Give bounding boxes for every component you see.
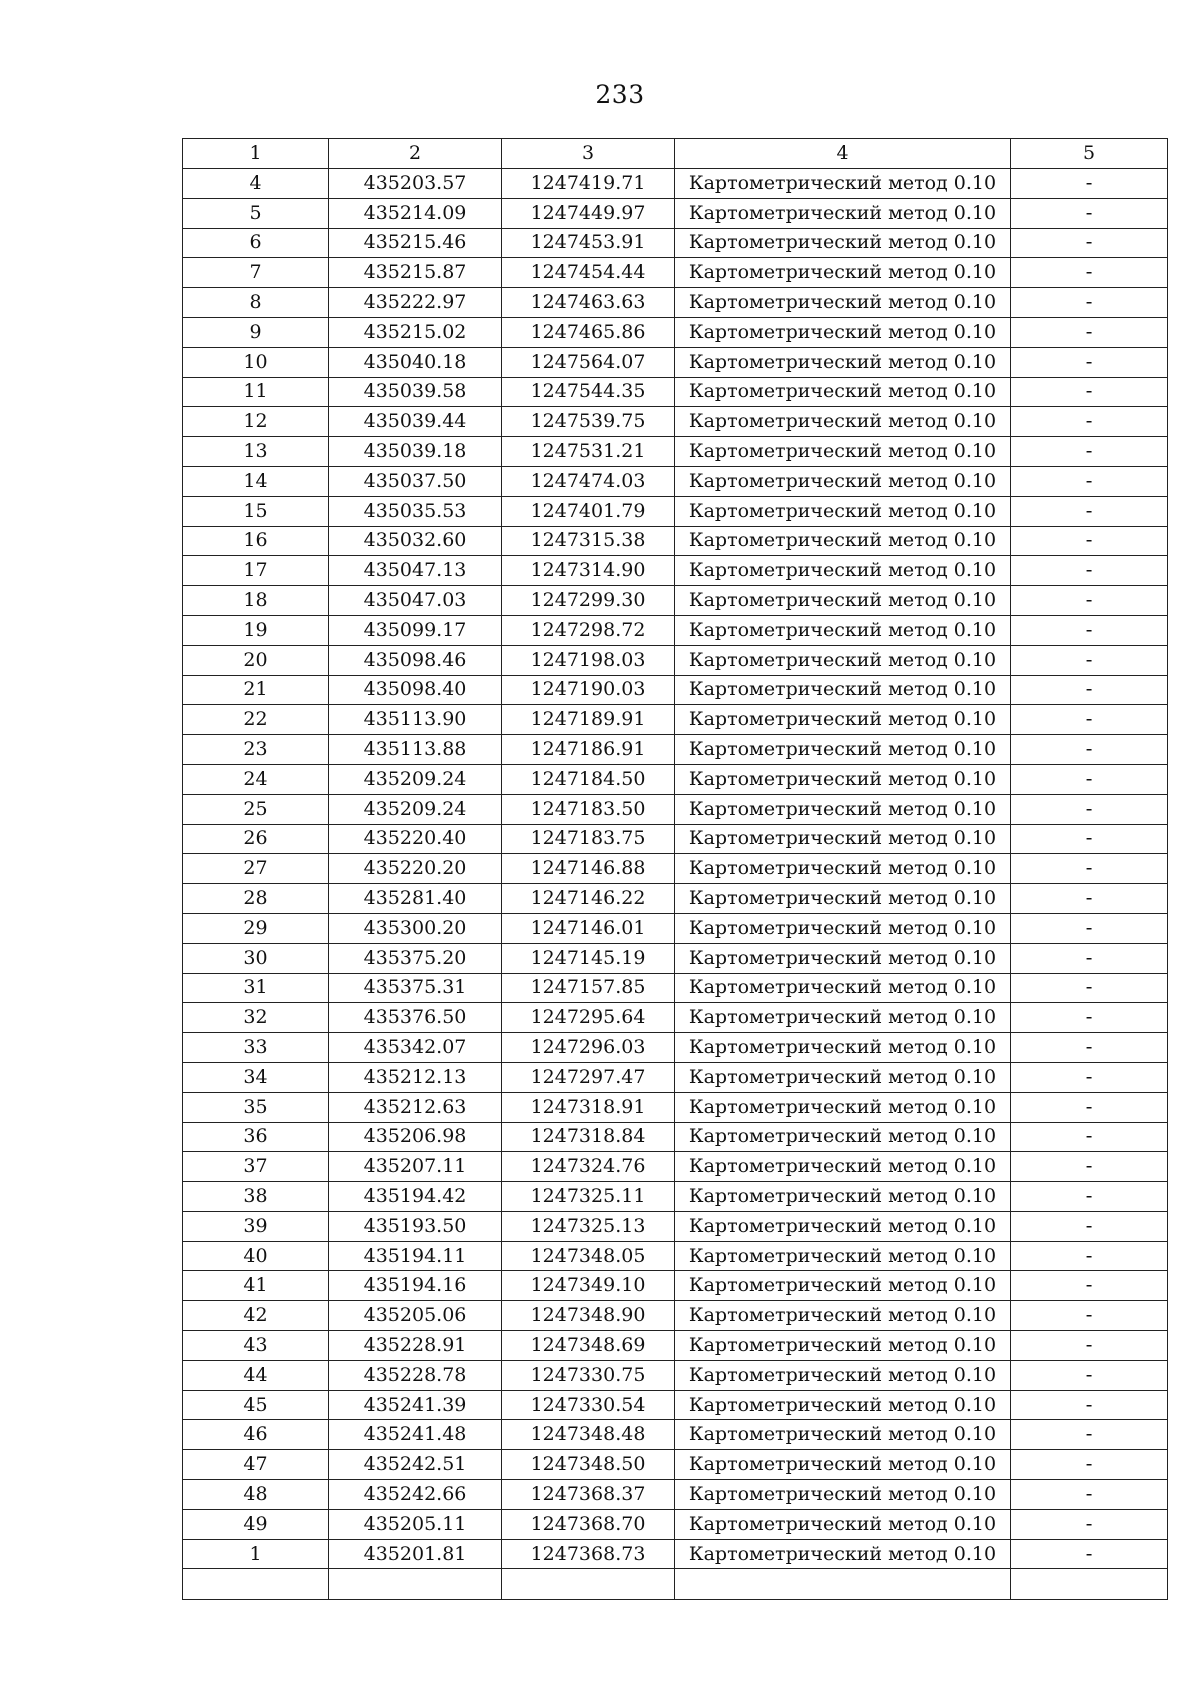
- coordinates-table: [182, 138, 1168, 1600]
- y-coordinate-cell: 1247348.50: [502, 1450, 675, 1480]
- point-number-cell: 22: [183, 705, 329, 735]
- method-cell: Картометрический метод 0.10: [675, 1331, 1011, 1361]
- table-row: [183, 615, 1168, 645]
- table-row: [183, 496, 1168, 526]
- point-number-cell: 13: [183, 437, 329, 467]
- table-row: [183, 1211, 1168, 1241]
- method-cell: Картометрический метод 0.10: [675, 1360, 1011, 1390]
- y-coordinate-cell: 1247314.90: [502, 556, 675, 586]
- x-coordinate-cell: 435241.39: [329, 1390, 502, 1420]
- x-coordinate-cell: 435047.03: [329, 586, 502, 616]
- method-cell: Картометрический метод 0.10: [675, 347, 1011, 377]
- point-number-cell: 31: [183, 973, 329, 1003]
- method-cell: Картометрический метод 0.10: [675, 1092, 1011, 1122]
- method-cell: Картометрический метод 0.10: [675, 258, 1011, 288]
- note-cell: -: [1011, 1420, 1168, 1450]
- method-cell: Картометрический метод 0.10: [675, 645, 1011, 675]
- y-coordinate-cell: 1247146.22: [502, 884, 675, 914]
- method-cell: Картометрический метод 0.10: [675, 288, 1011, 318]
- table-row: [183, 1450, 1168, 1480]
- note-cell: -: [1011, 228, 1168, 258]
- y-coordinate-cell: 1247157.85: [502, 973, 675, 1003]
- point-number-cell: 7: [183, 258, 329, 288]
- point-number-cell: 33: [183, 1033, 329, 1063]
- method-cell: Картометрический метод 0.10: [675, 198, 1011, 228]
- note-cell: -: [1011, 169, 1168, 199]
- y-coordinate-cell: 1247318.91: [502, 1092, 675, 1122]
- note-cell: -: [1011, 466, 1168, 496]
- x-coordinate-cell: 435220.20: [329, 854, 502, 884]
- table-header-row: [183, 139, 1168, 169]
- empty-cell: [675, 1569, 1011, 1600]
- point-number-cell: 4: [183, 169, 329, 199]
- note-cell: -: [1011, 1241, 1168, 1271]
- table-row: [183, 1271, 1168, 1301]
- x-coordinate-cell: 435281.40: [329, 884, 502, 914]
- y-coordinate-cell: 1247348.48: [502, 1420, 675, 1450]
- x-coordinate-cell: 435241.48: [329, 1420, 502, 1450]
- table-row: [183, 1420, 1168, 1450]
- point-number-cell: 18: [183, 586, 329, 616]
- point-number-cell: 44: [183, 1360, 329, 1390]
- table-row: [183, 1480, 1168, 1510]
- header-cell: 5: [1011, 139, 1168, 169]
- table-row: [183, 347, 1168, 377]
- note-cell: -: [1011, 735, 1168, 765]
- method-cell: Картометрический метод 0.10: [675, 1033, 1011, 1063]
- x-coordinate-cell: 435039.58: [329, 377, 502, 407]
- note-cell: -: [1011, 1509, 1168, 1539]
- x-coordinate-cell: 435376.50: [329, 1003, 502, 1033]
- note-cell: -: [1011, 1033, 1168, 1063]
- x-coordinate-cell: 435203.57: [329, 169, 502, 199]
- note-cell: -: [1011, 1450, 1168, 1480]
- table-row: [183, 377, 1168, 407]
- method-cell: Картометрический метод 0.10: [675, 1241, 1011, 1271]
- method-cell: Картометрический метод 0.10: [675, 1509, 1011, 1539]
- method-cell: Картометрический метод 0.10: [675, 824, 1011, 854]
- table-row: [183, 824, 1168, 854]
- point-number-cell: 28: [183, 884, 329, 914]
- method-cell: Картометрический метод 0.10: [675, 377, 1011, 407]
- y-coordinate-cell: 1247368.73: [502, 1539, 675, 1569]
- table-row: [183, 1092, 1168, 1122]
- table-row: [183, 407, 1168, 437]
- empty-table-row: [183, 1569, 1168, 1600]
- point-number-cell: 21: [183, 675, 329, 705]
- point-number-cell: 46: [183, 1420, 329, 1450]
- note-cell: -: [1011, 854, 1168, 884]
- point-number-cell: 1: [183, 1539, 329, 1569]
- note-cell: -: [1011, 675, 1168, 705]
- method-cell: Картометрический метод 0.10: [675, 675, 1011, 705]
- x-coordinate-cell: 435113.90: [329, 705, 502, 735]
- y-coordinate-cell: 1247465.86: [502, 317, 675, 347]
- note-cell: -: [1011, 317, 1168, 347]
- x-coordinate-cell: 435300.20: [329, 913, 502, 943]
- point-number-cell: 38: [183, 1182, 329, 1212]
- y-coordinate-cell: 1247186.91: [502, 735, 675, 765]
- table-row: [183, 586, 1168, 616]
- point-number-cell: 14: [183, 466, 329, 496]
- point-number-cell: 32: [183, 1003, 329, 1033]
- point-number-cell: 19: [183, 615, 329, 645]
- note-cell: -: [1011, 288, 1168, 318]
- method-cell: Картометрический метод 0.10: [675, 1122, 1011, 1152]
- point-number-cell: 16: [183, 526, 329, 556]
- note-cell: -: [1011, 1003, 1168, 1033]
- method-cell: Картометрический метод 0.10: [675, 556, 1011, 586]
- note-cell: -: [1011, 1301, 1168, 1331]
- note-cell: -: [1011, 645, 1168, 675]
- note-cell: -: [1011, 437, 1168, 467]
- y-coordinate-cell: 1247349.10: [502, 1271, 675, 1301]
- x-coordinate-cell: 435215.87: [329, 258, 502, 288]
- y-coordinate-cell: 1247184.50: [502, 764, 675, 794]
- y-coordinate-cell: 1247295.64: [502, 1003, 675, 1033]
- point-number-cell: 35: [183, 1092, 329, 1122]
- x-coordinate-cell: 435039.18: [329, 437, 502, 467]
- method-cell: Картометрический метод 0.10: [675, 735, 1011, 765]
- x-coordinate-cell: 435214.09: [329, 198, 502, 228]
- y-coordinate-cell: 1247325.13: [502, 1211, 675, 1241]
- method-cell: Картометрический метод 0.10: [675, 586, 1011, 616]
- point-number-cell: 10: [183, 347, 329, 377]
- y-coordinate-cell: 1247544.35: [502, 377, 675, 407]
- table-row: [183, 1152, 1168, 1182]
- table-row: [183, 526, 1168, 556]
- note-cell: -: [1011, 347, 1168, 377]
- table-row: [183, 1390, 1168, 1420]
- note-cell: -: [1011, 943, 1168, 973]
- note-cell: -: [1011, 1062, 1168, 1092]
- table-row: [183, 288, 1168, 318]
- note-cell: -: [1011, 258, 1168, 288]
- note-cell: -: [1011, 586, 1168, 616]
- note-cell: -: [1011, 705, 1168, 735]
- x-coordinate-cell: 435242.66: [329, 1480, 502, 1510]
- table-row: [183, 1241, 1168, 1271]
- method-cell: Картометрический метод 0.10: [675, 1539, 1011, 1569]
- note-cell: -: [1011, 1182, 1168, 1212]
- point-number-cell: 37: [183, 1152, 329, 1182]
- point-number-cell: 17: [183, 556, 329, 586]
- y-coordinate-cell: 1247453.91: [502, 228, 675, 258]
- x-coordinate-cell: 435209.24: [329, 794, 502, 824]
- empty-cell: [502, 1569, 675, 1600]
- method-cell: Картометрический метод 0.10: [675, 1480, 1011, 1510]
- table-row: [183, 556, 1168, 586]
- y-coordinate-cell: 1247330.54: [502, 1390, 675, 1420]
- x-coordinate-cell: 435205.06: [329, 1301, 502, 1331]
- method-cell: Картометрический метод 0.10: [675, 1003, 1011, 1033]
- method-cell: Картометрический метод 0.10: [675, 1062, 1011, 1092]
- y-coordinate-cell: 1247531.21: [502, 437, 675, 467]
- y-coordinate-cell: 1247190.03: [502, 675, 675, 705]
- point-number-cell: 9: [183, 317, 329, 347]
- y-coordinate-cell: 1247368.70: [502, 1509, 675, 1539]
- y-coordinate-cell: 1247324.76: [502, 1152, 675, 1182]
- method-cell: Картометрический метод 0.10: [675, 466, 1011, 496]
- note-cell: -: [1011, 764, 1168, 794]
- y-coordinate-cell: 1247401.79: [502, 496, 675, 526]
- table-body: [183, 139, 1168, 1600]
- point-number-cell: 42: [183, 1301, 329, 1331]
- note-cell: -: [1011, 1360, 1168, 1390]
- table-row: [183, 1301, 1168, 1331]
- x-coordinate-cell: 435201.81: [329, 1539, 502, 1569]
- method-cell: Картометрический метод 0.10: [675, 1450, 1011, 1480]
- note-cell: -: [1011, 1539, 1168, 1569]
- y-coordinate-cell: 1247183.50: [502, 794, 675, 824]
- y-coordinate-cell: 1247454.44: [502, 258, 675, 288]
- table-row: [183, 1062, 1168, 1092]
- x-coordinate-cell: 435212.63: [329, 1092, 502, 1122]
- note-cell: -: [1011, 1480, 1168, 1510]
- x-coordinate-cell: 435215.46: [329, 228, 502, 258]
- method-cell: Картометрический метод 0.10: [675, 169, 1011, 199]
- table-row: [183, 705, 1168, 735]
- y-coordinate-cell: 1247348.69: [502, 1331, 675, 1361]
- note-cell: -: [1011, 884, 1168, 914]
- point-number-cell: 27: [183, 854, 329, 884]
- note-cell: -: [1011, 973, 1168, 1003]
- x-coordinate-cell: 435207.11: [329, 1152, 502, 1182]
- table-row: [183, 645, 1168, 675]
- empty-cell: [1011, 1569, 1168, 1600]
- x-coordinate-cell: 435342.07: [329, 1033, 502, 1063]
- point-number-cell: 24: [183, 764, 329, 794]
- header-cell: 2: [329, 139, 502, 169]
- point-number-cell: 15: [183, 496, 329, 526]
- y-coordinate-cell: 1247198.03: [502, 645, 675, 675]
- method-cell: Картометрический метод 0.10: [675, 615, 1011, 645]
- table-row: [183, 794, 1168, 824]
- table-row: [183, 1331, 1168, 1361]
- y-coordinate-cell: 1247330.75: [502, 1360, 675, 1390]
- point-number-cell: 11: [183, 377, 329, 407]
- x-coordinate-cell: 435375.31: [329, 973, 502, 1003]
- note-cell: -: [1011, 794, 1168, 824]
- method-cell: Картометрический метод 0.10: [675, 884, 1011, 914]
- header-cell: 4: [675, 139, 1011, 169]
- table-row: [183, 258, 1168, 288]
- point-number-cell: 12: [183, 407, 329, 437]
- y-coordinate-cell: 1247449.97: [502, 198, 675, 228]
- y-coordinate-cell: 1247463.63: [502, 288, 675, 318]
- x-coordinate-cell: 435375.20: [329, 943, 502, 973]
- method-cell: Картометрический метод 0.10: [675, 973, 1011, 1003]
- table-row: [183, 437, 1168, 467]
- x-coordinate-cell: 435039.44: [329, 407, 502, 437]
- table-row: [183, 1122, 1168, 1152]
- x-coordinate-cell: 435113.88: [329, 735, 502, 765]
- y-coordinate-cell: 1247297.47: [502, 1062, 675, 1092]
- y-coordinate-cell: 1247539.75: [502, 407, 675, 437]
- x-coordinate-cell: 435194.11: [329, 1241, 502, 1271]
- x-coordinate-cell: 435228.91: [329, 1331, 502, 1361]
- table-row: [183, 228, 1168, 258]
- x-coordinate-cell: 435222.97: [329, 288, 502, 318]
- note-cell: -: [1011, 824, 1168, 854]
- y-coordinate-cell: 1247348.05: [502, 1241, 675, 1271]
- point-number-cell: 34: [183, 1062, 329, 1092]
- table-row: [183, 169, 1168, 199]
- point-number-cell: 20: [183, 645, 329, 675]
- header-cell: 3: [502, 139, 675, 169]
- method-cell: Картометрический метод 0.10: [675, 794, 1011, 824]
- table-row: [183, 1509, 1168, 1539]
- method-cell: Картометрический метод 0.10: [675, 1152, 1011, 1182]
- x-coordinate-cell: 435206.98: [329, 1122, 502, 1152]
- note-cell: -: [1011, 615, 1168, 645]
- table-row: [183, 198, 1168, 228]
- x-coordinate-cell: 435228.78: [329, 1360, 502, 1390]
- x-coordinate-cell: 435040.18: [329, 347, 502, 377]
- point-number-cell: 8: [183, 288, 329, 318]
- y-coordinate-cell: 1247189.91: [502, 705, 675, 735]
- method-cell: Картометрический метод 0.10: [675, 1301, 1011, 1331]
- x-coordinate-cell: 435032.60: [329, 526, 502, 556]
- method-cell: Картометрический метод 0.10: [675, 526, 1011, 556]
- point-number-cell: 5: [183, 198, 329, 228]
- table-row: [183, 1539, 1168, 1569]
- y-coordinate-cell: 1247146.01: [502, 913, 675, 943]
- y-coordinate-cell: 1247183.75: [502, 824, 675, 854]
- y-coordinate-cell: 1247348.90: [502, 1301, 675, 1331]
- point-number-cell: 39: [183, 1211, 329, 1241]
- method-cell: Картометрический метод 0.10: [675, 496, 1011, 526]
- point-number-cell: 40: [183, 1241, 329, 1271]
- table-row: [183, 943, 1168, 973]
- point-number-cell: 41: [183, 1271, 329, 1301]
- y-coordinate-cell: 1247318.84: [502, 1122, 675, 1152]
- note-cell: -: [1011, 377, 1168, 407]
- x-coordinate-cell: 435215.02: [329, 317, 502, 347]
- method-cell: Картометрический метод 0.10: [675, 228, 1011, 258]
- x-coordinate-cell: 435037.50: [329, 466, 502, 496]
- x-coordinate-cell: 435193.50: [329, 1211, 502, 1241]
- y-coordinate-cell: 1247145.19: [502, 943, 675, 973]
- x-coordinate-cell: 435212.13: [329, 1062, 502, 1092]
- method-cell: Картометрический метод 0.10: [675, 854, 1011, 884]
- y-coordinate-cell: 1247299.30: [502, 586, 675, 616]
- note-cell: -: [1011, 407, 1168, 437]
- coordinates-table-container: [182, 138, 1167, 1600]
- point-number-cell: 36: [183, 1122, 329, 1152]
- note-cell: -: [1011, 526, 1168, 556]
- page-number: 233: [595, 80, 645, 109]
- point-number-cell: 6: [183, 228, 329, 258]
- table-row: [183, 317, 1168, 347]
- note-cell: -: [1011, 1152, 1168, 1182]
- method-cell: Картометрический метод 0.10: [675, 407, 1011, 437]
- point-number-cell: 25: [183, 794, 329, 824]
- table-row: [183, 764, 1168, 794]
- x-coordinate-cell: 435209.24: [329, 764, 502, 794]
- note-cell: -: [1011, 496, 1168, 526]
- x-coordinate-cell: 435035.53: [329, 496, 502, 526]
- table-row: [183, 735, 1168, 765]
- note-cell: -: [1011, 1390, 1168, 1420]
- method-cell: Картометрический метод 0.10: [675, 1211, 1011, 1241]
- method-cell: Картометрический метод 0.10: [675, 1390, 1011, 1420]
- method-cell: Картометрический метод 0.10: [675, 1420, 1011, 1450]
- y-coordinate-cell: 1247146.88: [502, 854, 675, 884]
- point-number-cell: 47: [183, 1450, 329, 1480]
- note-cell: -: [1011, 1211, 1168, 1241]
- point-number-cell: 45: [183, 1390, 329, 1420]
- table-row: [183, 1003, 1168, 1033]
- note-cell: -: [1011, 1271, 1168, 1301]
- note-cell: -: [1011, 1122, 1168, 1152]
- method-cell: Картометрический метод 0.10: [675, 437, 1011, 467]
- point-number-cell: 48: [183, 1480, 329, 1510]
- note-cell: -: [1011, 1092, 1168, 1122]
- point-number-cell: 29: [183, 913, 329, 943]
- method-cell: Картометрический метод 0.10: [675, 943, 1011, 973]
- empty-cell: [329, 1569, 502, 1600]
- method-cell: Картометрический метод 0.10: [675, 913, 1011, 943]
- y-coordinate-cell: 1247564.07: [502, 347, 675, 377]
- point-number-cell: 49: [183, 1509, 329, 1539]
- x-coordinate-cell: 435194.16: [329, 1271, 502, 1301]
- x-coordinate-cell: 435205.11: [329, 1509, 502, 1539]
- table-row: [183, 1360, 1168, 1390]
- table-row: [183, 675, 1168, 705]
- method-cell: Картометрический метод 0.10: [675, 705, 1011, 735]
- table-row: [183, 1182, 1168, 1212]
- note-cell: -: [1011, 913, 1168, 943]
- note-cell: -: [1011, 198, 1168, 228]
- method-cell: Картометрический метод 0.10: [675, 1182, 1011, 1212]
- y-coordinate-cell: 1247296.03: [502, 1033, 675, 1063]
- empty-cell: [183, 1569, 329, 1600]
- method-cell: Картометрический метод 0.10: [675, 1271, 1011, 1301]
- table-row: [183, 854, 1168, 884]
- point-number-cell: 43: [183, 1331, 329, 1361]
- y-coordinate-cell: 1247474.03: [502, 466, 675, 496]
- x-coordinate-cell: 435098.46: [329, 645, 502, 675]
- x-coordinate-cell: 435220.40: [329, 824, 502, 854]
- table-row: [183, 973, 1168, 1003]
- method-cell: Картометрический метод 0.10: [675, 317, 1011, 347]
- table-row: [183, 1033, 1168, 1063]
- x-coordinate-cell: 435047.13: [329, 556, 502, 586]
- table-row: [183, 466, 1168, 496]
- table-row: [183, 913, 1168, 943]
- note-cell: -: [1011, 1331, 1168, 1361]
- point-number-cell: 26: [183, 824, 329, 854]
- point-number-cell: 30: [183, 943, 329, 973]
- y-coordinate-cell: 1247325.11: [502, 1182, 675, 1212]
- y-coordinate-cell: 1247419.71: [502, 169, 675, 199]
- header-cell: 1: [183, 139, 329, 169]
- x-coordinate-cell: 435099.17: [329, 615, 502, 645]
- y-coordinate-cell: 1247368.37: [502, 1480, 675, 1510]
- x-coordinate-cell: 435242.51: [329, 1450, 502, 1480]
- method-cell: Картометрический метод 0.10: [675, 764, 1011, 794]
- table-row: [183, 884, 1168, 914]
- y-coordinate-cell: 1247298.72: [502, 615, 675, 645]
- point-number-cell: 23: [183, 735, 329, 765]
- x-coordinate-cell: 435194.42: [329, 1182, 502, 1212]
- note-cell: -: [1011, 556, 1168, 586]
- x-coordinate-cell: 435098.40: [329, 675, 502, 705]
- y-coordinate-cell: 1247315.38: [502, 526, 675, 556]
